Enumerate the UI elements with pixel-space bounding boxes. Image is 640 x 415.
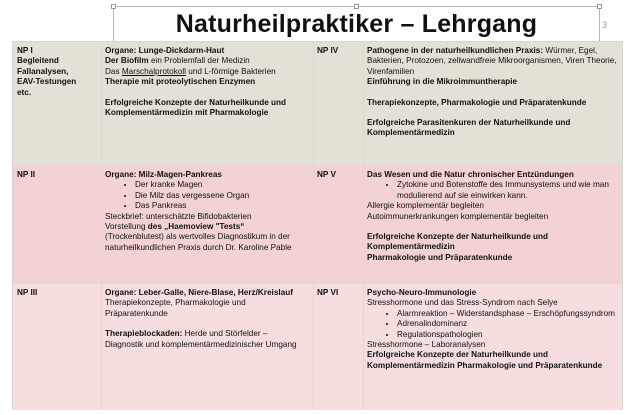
module-content-np6: Psycho-Neuro-Immunologie Stresshormone und das Stress-Syndrom nach Selye • Alarmreaktion – Widerstandsphase – Erschöpfungssyndrom • Adrenalindominanz • Regulationspathologien Stresshormone – Laboranalysen Erfolgreiche Konzepte der Naturheilkunde und Komplementärmedizin Pharmakologie und Präparatenkunde xyxy=(367,288,619,371)
list-item: • Zytokine und Botenstoffe des Immunsystems und wie man modulierend auf sie einwirken kann. xyxy=(397,180,619,201)
list-item: • Adrenalindominanz xyxy=(397,319,619,329)
module-label-np5: NP V xyxy=(317,170,336,179)
module-label-np6: NP VI xyxy=(317,288,339,297)
module-label-np2: NP II xyxy=(17,170,36,179)
module-label-np1: NP I Begleitend Fallanalysen, EAV-Testungen etc. xyxy=(17,46,77,97)
resize-handle[interactable] xyxy=(354,4,359,9)
module-content-np1: Organe: Lunge-Dickdarm-Haut Der Biofilm ein Problemfall der Medizin Das Marschalprotokoll und L-förmige Bakterien Therapie mit proteolytischen Enzymen Erfolgreiche Konzepte der Naturheilkunde und Komplementärmedizin mit Pharmakologie xyxy=(105,46,287,118)
list-item: • Die Milz das vergessene Organ xyxy=(135,191,305,201)
title-textbox[interactable] xyxy=(113,6,600,42)
table-row xyxy=(13,42,622,165)
page-number: 3 xyxy=(602,20,608,30)
list-item: • Regulationspathologien xyxy=(397,330,619,340)
list-item: • Das Pankreas xyxy=(135,201,305,211)
resize-handle[interactable] xyxy=(111,4,116,9)
module-label-np3: NP III xyxy=(17,288,38,297)
module-content-np4: Pathogene in der naturheilkundlichen Praxis: Würmer, Egel, Bakterien, Protozoen, zellwandfreie Mikroorganismen, Viren Theorie, Virenfamilien Einführung in die Mikroimmuntherapie Therapiekonzepte, Pharmakologie und Präparatenkunde Erfolgreiche Parasitenkuren der Naturheilkunde und Komplementärmedizin xyxy=(367,46,617,138)
table-row xyxy=(13,165,622,283)
slide-title: Naturheilpraktiker – Lehrgang xyxy=(175,10,538,38)
module-label-np4: NP IV xyxy=(317,46,339,55)
resize-handle[interactable] xyxy=(597,4,602,9)
list-item: • Alarmreaktion – Widerstandsphase – Erschöpfungssyndrom xyxy=(397,309,619,319)
module-content-np5: Das Wesen und die Natur chronischer Entzündungen • Zytokine und Botenstoffe des Immunsystems und wie man modulierend auf sie einwirken kann. Allergie komplementär begleiten Autoimmunerkrankungen komplementär begleiten Erfolgreiche Konzepte der Naturheilkunde und Komplementärmedizin Pharmakologie und Präparatenkunde xyxy=(367,170,619,263)
list-item: • Der kranke Magen xyxy=(135,180,305,190)
curriculum-table xyxy=(12,41,623,410)
module-content-np3: Organe: Leber-Galle, Niere-Blase, Herz/Kreislauf Therapiekonzepte, Pharmakologie und Präparatenkunde Therapieblockaden: Herde und Störfelder – Diagnostik und komplementärmedizinischer Umgang xyxy=(105,288,297,349)
table-row xyxy=(13,283,622,410)
module-content-np2: Organe: Milz-Magen-Pankreas • Der kranke Magen • Die Milz das vergessene Organ • Das Pankreas Steckbrief: unterschätzte Bifidobakterien Vorstellung des „Haemoview "Tests“ (Trockenblutest) als wertvolles Diagnostikum in der naturheilkundlichen Praxis durch Dr. Karoline Pable xyxy=(105,170,305,253)
